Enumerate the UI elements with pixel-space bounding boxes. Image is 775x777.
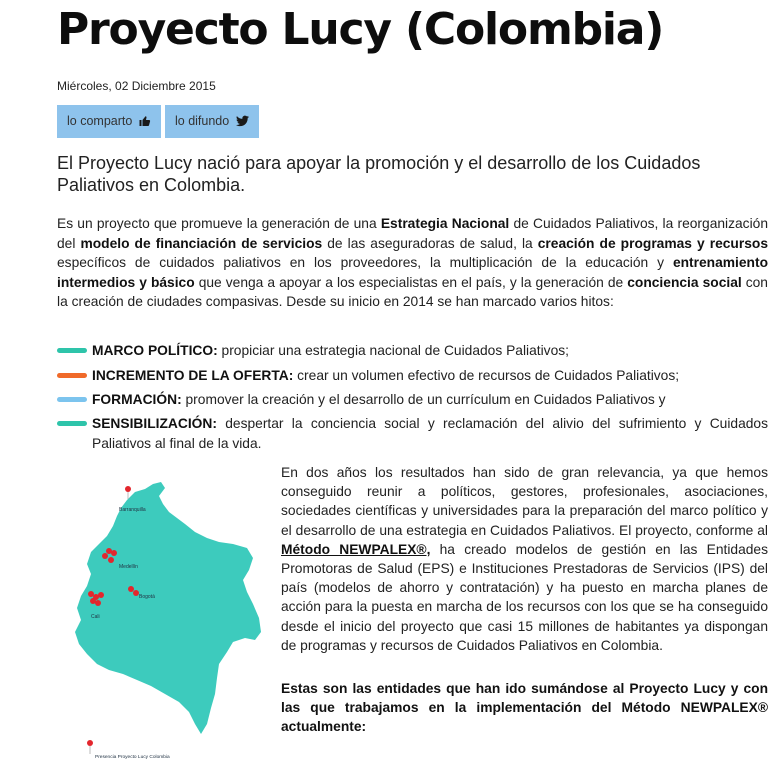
article-title: Proyecto Lucy (Colombia) [57,4,664,55]
article-lead: El Proyecto Lucy nació para apoyar la promoción y el desarrollo de los Cuidados Paliativos en Colombia. [57,153,701,195]
milestone-marker [57,373,87,378]
city-label-barranquilla: Barranquilla [119,507,146,513]
share-tweet-button[interactable] [165,105,259,138]
milestone-item: MARCO POLÍTICO: propiciar una estrategia nacional de Cuidados Paliativos; [57,341,768,361]
results-paragraph: En dos años los resultados han sido de gran relevancia, ya que hemos conseguido reunir a políticos, gestores, profesionales, asociaciones, sociedades científicas y universidades para la preparación del marco político y el desarrollo de una estrategia en Cuidados Paliativos. El proyecto, conforme al Método NEWPALEX®, ha creado modelos de gestión en las Entidades Promotoras de Salud (EPS) e Instituciones Prestadoras de Servicios (IPS) del país (modelos de ahorro y contratación) y ha puesto en marcha planes de acción para la puesta en marcha de los recursos con los que se ha conseguido desde el inicio del proyecto que casi 15 millones de habitantes ya dispongan de programas y recursos de Cuidados Paliativos en Colombia. [281,465,768,653]
milestone-item: SENSIBILIZACIÓN: despertar la conciencia social y reclamación del alivio del sufrimiento y Cuidados Paliativos al final de la vida. [57,414,768,453]
milestone-marker [57,421,87,426]
city-label-medellin: Medellín [119,564,138,570]
twitter-bird-icon [236,115,249,127]
entities-heading: Estas son las entidades que han ido sumándose al Proyecto Lucy y con las que trabajamos en la implementación del Método NEWPALEX® actualmente: [281,681,768,735]
milestone-item: INCREMENTO DE LA OFERTA: crear un volumen efectivo de recursos de Cuidados Paliativos; [57,366,768,386]
milestone-marker [57,397,87,402]
newpalex-link[interactable]: Método NEWPALEX®, [281,541,431,557]
colombia-shape [75,482,261,734]
milestone-item: FORMACIÓN: promover la creación y el desarrollo de un currículum en Cuidados Paliativos y [57,390,768,410]
share-like-label: lo comparto [67,114,133,128]
map-legend: Presencia Proyecto Lucy Colombia [95,755,170,760]
share-tweet-label: lo difundo [175,114,230,128]
share-like-button[interactable] [57,105,161,138]
colombia-map [57,462,272,762]
legend-pin [87,740,93,754]
thumbs-up-icon [139,115,151,127]
city-label-cali: Cali [91,614,100,620]
intro-paragraph: Es un proyecto que promueve la generación de una Estrategia Nacional de Cuidados Paliativos, la reorganización del modelo de financiación de servicios de las aseguradoras de salud, la creación de programas y recursos específicos de cuidados paliativos en los proveedores, la multiplicación de la educación y entrenamiento intermedios y básico que venga a apoyar a los especialistas en el país, y la generación de conciencia social con la creación de ciudades compasivas. Desde su inicio en 2014 se han marcado varios hitos: [57,216,769,309]
city-label-bogota: Bogotá [139,594,155,600]
milestone-marker [57,348,87,353]
article-date: Miércoles, 02 Diciembre 2015 [57,79,216,93]
